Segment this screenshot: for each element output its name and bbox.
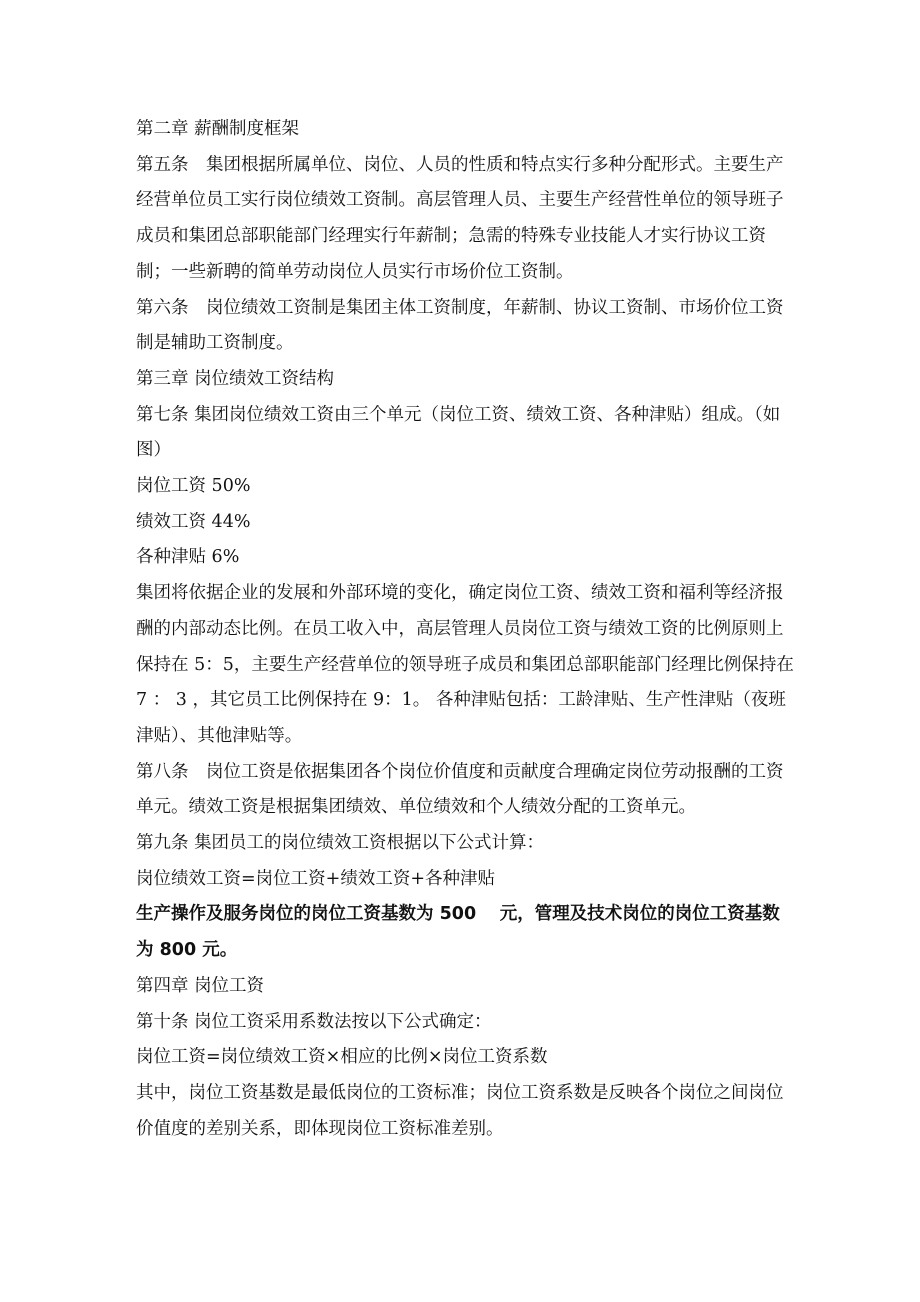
chapter-4-heading: 第四章 岗位工资	[136, 975, 265, 996]
ratio-paragraph: 集团将依据企业的发展和外部环境的变化，确定岗位工资、绩效工资和福利等经济报酬的内部动态比例。在员工收入中，高层管理人员岗位工资与绩效工资的比例原则上保持在 5：5，主要生产经营单位的领导班子成员和集团总部职能部门经理比例保持在 7 ： 3 ，其它员工比例保持在 9：1。 各种津贴包括：工龄津贴、生产性津贴（夜班津贴）、其他津贴等。	[136, 583, 794, 746]
chapter-3-heading: 第三章 岗位绩效工资结构	[136, 368, 335, 389]
position-wage-share: 岗位工资 50%	[136, 476, 251, 497]
performance-wage-share: 绩效工资 44%	[136, 511, 251, 532]
definition-paragraph: 其中，岗位工资基数是最低岗位的工资标准；岗位工资系数是反映各个岗位之间岗位价值度的差别关系，即体现岗位工资标准差别。	[136, 1082, 784, 1139]
document-body	[136, 112, 796, 1147]
formula-position-wage: 岗位工资=岗位绩效工资×相应的比例×岗位工资系数	[136, 1047, 548, 1068]
article-8: 第八条 岗位工资是依据集团各个岗位价值度和贡献度合理确定岗位劳动报酬的工资单元。绩效工资是根据集团绩效、单位绩效和个人绩效分配的工资单元。	[136, 761, 784, 818]
article-6: 第六条 岗位绩效工资制是集团主体工资制度，年薪制、协议工资制、市场价位工资制是辅助工资制度。	[136, 297, 784, 354]
article-10: 第十条 岗位工资采用系数法按以下公式确定：	[136, 1011, 492, 1032]
article-7: 第七条 集团岗位绩效工资由三个单元（岗位工资、绩效工资、各种津贴）组成。（如图）	[136, 404, 781, 461]
article-9: 第九条 集团员工的岗位绩效工资根据以下公式计算：	[136, 833, 545, 854]
formula-total-wage: 岗位绩效工资=岗位工资+绩效工资+各种津贴	[136, 868, 495, 889]
chapter-2-heading: 第二章 薪酬制度框架	[136, 119, 300, 139]
article-5: 第五条 集团根据所属单位、岗位、人员的性质和特点实行多种分配形式。主要生产经营单位员工实行岗位绩效工资制。高层管理人员、主要生产经营性单位的领导班子成员和集团总部职能部门经理实行年薪制；急需的特殊专业技能人才实行协议工资制；一些新聘的简单劳动岗位人员实行市场价位工资制。	[136, 154, 784, 282]
allowance-share: 各种津贴 6%	[136, 547, 240, 568]
base-wage-statement: 生产操作及服务岗位的岗位工资基数为 500 元，管理及技术岗位的岗位工资基数为 800 元。	[136, 904, 780, 961]
